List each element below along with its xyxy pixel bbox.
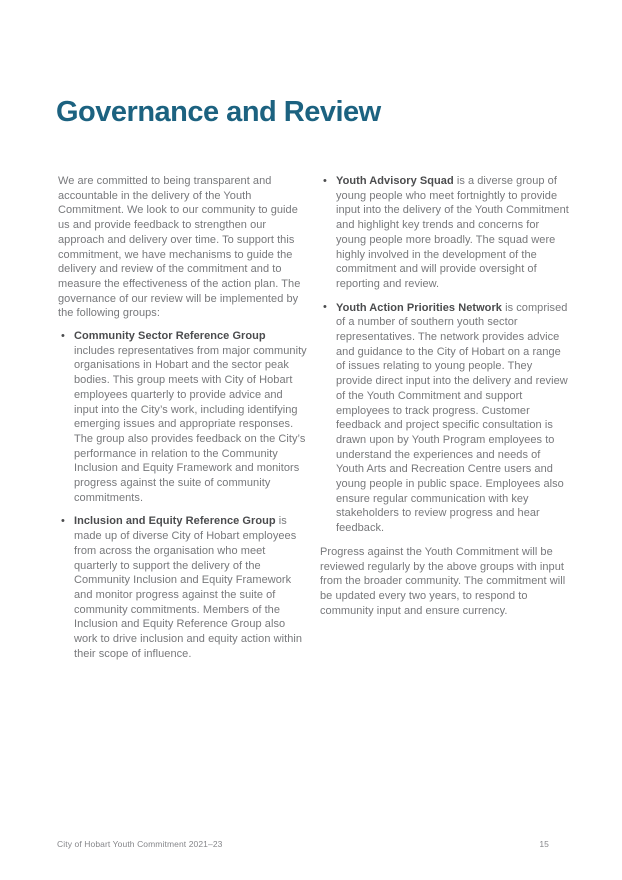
list-item	[320, 174, 570, 292]
group-name: Youth Advisory Squad	[336, 175, 454, 187]
group-description: is made up of diverse City of Hobart employees from across the organisation who meet quarterly to support the delivery of the Community Inclusion and Equity Framework and monitor progress against the suite of community commitments. Members of the Inclusion and Equity Reference Group also work to drive inclusion and equity action within their scope of influence.	[74, 515, 303, 660]
intro-paragraph: We are committed to being transparent and accountable in the delivery of the Youth Commitment. We look to our community to guide us and provide feedback to strengthen our approach and delivery over time. To support this commitment, we have mechanisms to guide the delivery and review of the commitment and to measure the effectiveness of the action plan. The governance of our review will be implemented by the following groups:	[58, 175, 301, 320]
page-number: 15	[539, 839, 549, 849]
page-footer	[57, 839, 549, 850]
group-description: includes representatives from major community organisations in Hobart and the sector peak bodies. This group meets with City of Hobart employees quarterly to provide advice and input into the City’s work, including identifying emerging issues and appropriate responses. The group also provides feedback on the City’s performance in relation to the Community Inclusion and Equity Framework and monitors progress against the suite of community commitments.	[74, 344, 307, 504]
group-description: is comprised of a number of southern youth sector representatives. The network provides advice and guidance to the City of Hobart on a range of issues relating to young people. They provide direct input into the delivery and review of the Youth Commitment and support employees to track progress. Customer feedback and project specific consultation is drawn upon by Youth Program employees to understand the experiences and needs of Youth Arts and Recreation Centre users and young people in public space. Employees also ensure regular communication with key stakeholders to review progress and hear feedback.	[336, 301, 568, 535]
group-name: Community Sector Reference Group	[74, 330, 266, 343]
closing-paragraph: Progress against the Youth Commitment will be reviewed regularly by the above groups with input from the broader community. The commitment will be updated every two years, to respond to community input and ensure currency.	[320, 545, 566, 617]
list-item	[320, 301, 570, 536]
content-columns	[58, 174, 570, 671]
governance-groups-list-left	[58, 329, 308, 661]
left-column	[58, 174, 308, 671]
group-description: is a diverse group of young people who meet fortnightly to provide input into the delivery of the Youth Commitment and highlight key trends and concerns for young people more broadly. The squad were highly involved in the development of the commitment and will provide oversight of reporting and review.	[336, 175, 569, 290]
list-item	[58, 514, 308, 661]
group-name: Inclusion and Equity Reference Group	[74, 515, 276, 528]
governance-groups-list-right	[320, 174, 570, 536]
list-item	[58, 329, 308, 505]
group-name: Youth Action Priorities Network	[336, 301, 502, 314]
page-title: Governance and Review	[56, 96, 381, 128]
right-column	[320, 174, 570, 671]
footer-document-title: City of Hobart Youth Commitment 2021–23	[57, 839, 223, 849]
